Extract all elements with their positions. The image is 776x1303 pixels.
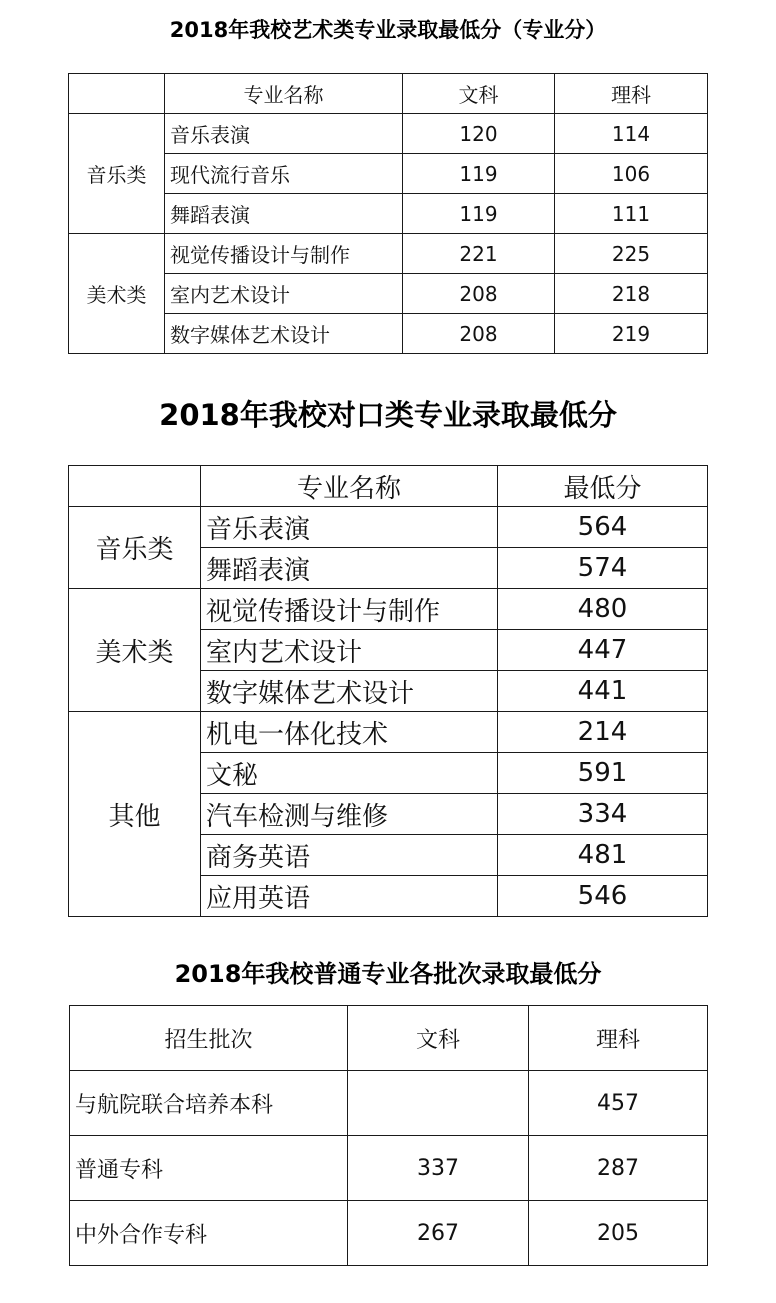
- column-header-like: 理科: [555, 74, 708, 114]
- category-cell: 其他: [69, 712, 201, 917]
- table-row: [69, 507, 708, 548]
- wenke-score-cell: 119: [403, 194, 555, 234]
- column-header-major: 专业名称: [201, 466, 498, 507]
- table-row: [69, 712, 708, 753]
- major-cell: 数字媒体艺术设计: [165, 314, 403, 354]
- column-header-batch: 招生批次: [70, 1006, 348, 1071]
- major-cell: 视觉传播设计与制作: [201, 589, 498, 630]
- like-score-cell: 106: [555, 154, 708, 194]
- min-score-cell: 480: [498, 589, 708, 630]
- like-score-cell: 219: [555, 314, 708, 354]
- min-score-cell: 214: [498, 712, 708, 753]
- major-cell: 音乐表演: [165, 114, 403, 154]
- duikou-scores-table: [68, 465, 708, 917]
- major-cell: 机电一体化技术: [201, 712, 498, 753]
- column-header-like: 理科: [529, 1006, 708, 1071]
- wenke-score-cell: 119: [403, 154, 555, 194]
- major-cell: 文秘: [201, 753, 498, 794]
- general-section-title: 2018年我校普通专业各批次录取最低分: [174, 960, 602, 988]
- major-cell: 商务英语: [201, 835, 498, 876]
- like-score-cell: 457: [529, 1071, 708, 1136]
- category-cell: 音乐类: [69, 507, 201, 589]
- major-cell: 视觉传播设计与制作: [165, 234, 403, 274]
- min-score-cell: 481: [498, 835, 708, 876]
- wenke-score-cell: 208: [403, 314, 555, 354]
- like-score-cell: 205: [529, 1201, 708, 1266]
- table-header-row: [69, 466, 708, 507]
- batch-cell: 与航院联合培养本科: [70, 1071, 348, 1136]
- general-batch-table: [69, 1005, 708, 1266]
- min-score-cell: 591: [498, 753, 708, 794]
- header-blank-cell: [69, 466, 201, 507]
- min-score-cell: 447: [498, 630, 708, 671]
- major-cell: 应用英语: [201, 876, 498, 917]
- table-row: [69, 114, 708, 154]
- art-section-title: 2018年我校艺术类专业录取最低分（专业分）: [169, 18, 607, 42]
- column-header-wenke: 文科: [348, 1006, 529, 1071]
- header-blank-cell: [69, 74, 165, 114]
- table-row: [69, 589, 708, 630]
- table-row: [69, 314, 708, 354]
- wenke-score-cell: [348, 1071, 529, 1136]
- table-row: [69, 274, 708, 314]
- major-cell: 舞蹈表演: [201, 548, 498, 589]
- wenke-score-cell: 267: [348, 1201, 529, 1266]
- table-row: [70, 1136, 708, 1201]
- column-header-major: 专业名称: [165, 74, 403, 114]
- like-score-cell: 287: [529, 1136, 708, 1201]
- wenke-score-cell: 120: [403, 114, 555, 154]
- table-row: [70, 1201, 708, 1266]
- like-score-cell: 111: [555, 194, 708, 234]
- category-cell: 美术类: [69, 234, 165, 354]
- table-row: [69, 234, 708, 274]
- category-cell: 美术类: [69, 589, 201, 712]
- column-header-min-score: 最低分: [498, 466, 708, 507]
- major-cell: 汽车检测与维修: [201, 794, 498, 835]
- min-score-cell: 564: [498, 507, 708, 548]
- table-row: [69, 194, 708, 234]
- table-row: [69, 154, 708, 194]
- major-cell: 现代流行音乐: [165, 154, 403, 194]
- batch-cell: 普通专科: [70, 1136, 348, 1201]
- like-score-cell: 225: [555, 234, 708, 274]
- major-cell: 室内艺术设计: [201, 630, 498, 671]
- table-row: [70, 1071, 708, 1136]
- like-score-cell: 114: [555, 114, 708, 154]
- column-header-wenke: 文科: [403, 74, 555, 114]
- duikou-section-title: 2018年我校对口类专业录取最低分: [159, 398, 617, 432]
- min-score-cell: 546: [498, 876, 708, 917]
- major-cell: 音乐表演: [201, 507, 498, 548]
- table-header-row: [69, 74, 708, 114]
- category-cell: 音乐类: [69, 114, 165, 234]
- min-score-cell: 441: [498, 671, 708, 712]
- min-score-cell: 574: [498, 548, 708, 589]
- wenke-score-cell: 337: [348, 1136, 529, 1201]
- min-score-cell: 334: [498, 794, 708, 835]
- art-scores-table: [68, 73, 708, 354]
- major-cell: 室内艺术设计: [165, 274, 403, 314]
- major-cell: 舞蹈表演: [165, 194, 403, 234]
- major-cell: 数字媒体艺术设计: [201, 671, 498, 712]
- wenke-score-cell: 221: [403, 234, 555, 274]
- batch-cell: 中外合作专科: [70, 1201, 348, 1266]
- like-score-cell: 218: [555, 274, 708, 314]
- wenke-score-cell: 208: [403, 274, 555, 314]
- table-header-row: [70, 1006, 708, 1071]
